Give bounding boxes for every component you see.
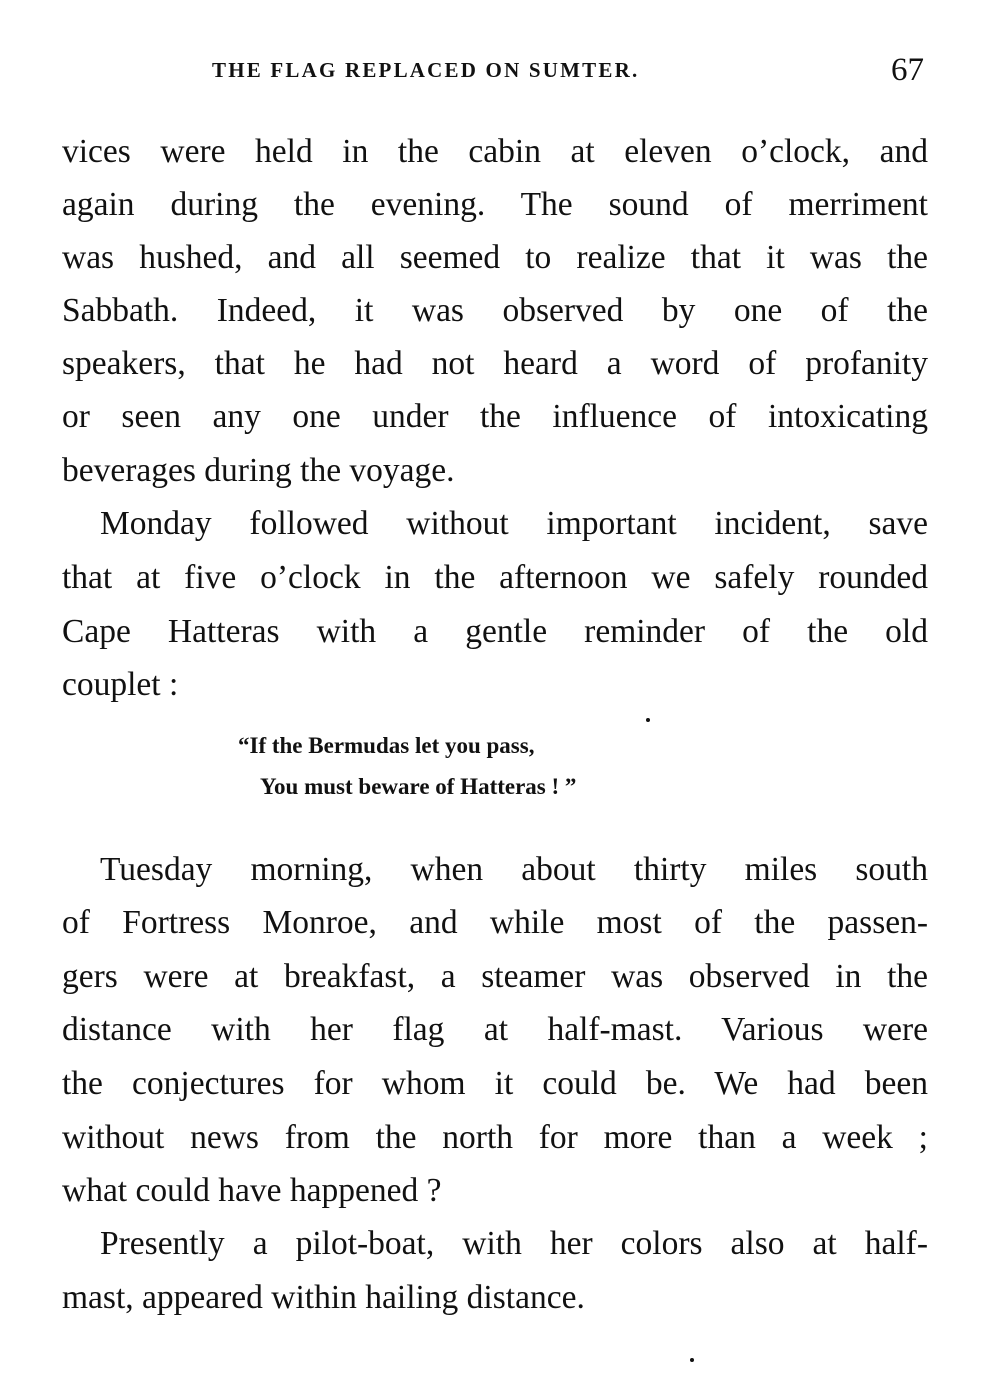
text-line: what could have happened ? <box>62 1172 442 1209</box>
verse-line: “If the Bermudas let you pass, <box>238 733 535 758</box>
running-head <box>62 52 928 92</box>
text-line: Cape Hatteras with a gentle reminder of the old <box>62 613 928 650</box>
running-title: THE FLAG REPLACED ON SUMTER. <box>212 58 640 82</box>
text-line: mast, appeared within hailing distance. <box>62 1279 585 1316</box>
text-line: of Fortress Monroe, and while most of the passen- <box>62 904 928 941</box>
page-number: 67 <box>891 52 924 88</box>
text-line: Tuesday morning, when about thirty miles south <box>100 851 928 888</box>
text-line: speakers, that he had not heard a word of profanity <box>62 345 928 382</box>
text-line: Presently a pilot-boat, with her colors also at half- <box>100 1225 928 1262</box>
text-line: without news from the north for more than a week ; <box>62 1119 928 1156</box>
text-line: the conjectures for whom it could be. We had been <box>62 1065 928 1102</box>
text-line: gers were at breakfast, a steamer was observed in the <box>62 958 928 995</box>
text-line: beverages during the voyage. <box>62 452 455 489</box>
text-line: distance with her flag at half-mast. Various were <box>62 1011 928 1048</box>
text-line: Sabbath. Indeed, it was observed by one of the <box>62 292 928 329</box>
text-line: couplet : <box>62 666 179 703</box>
text-line: vices were held in the cabin at eleven o’clock, and <box>62 133 928 170</box>
text-line: Monday followed without important incident, save <box>100 505 928 542</box>
verse-line: You must beware of Hatteras ! ” <box>260 774 577 799</box>
text-line: again during the evening. The sound of merriment <box>62 186 928 223</box>
text-line: or seen any one under the influence of intoxicating <box>62 398 928 435</box>
text-line: that at five o’clock in the afternoon we safely rounded <box>62 559 928 596</box>
text-line: was hushed, and all seemed to realize that it was the <box>62 239 928 276</box>
print-speck <box>646 718 650 722</box>
print-speck <box>690 1358 694 1362</box>
